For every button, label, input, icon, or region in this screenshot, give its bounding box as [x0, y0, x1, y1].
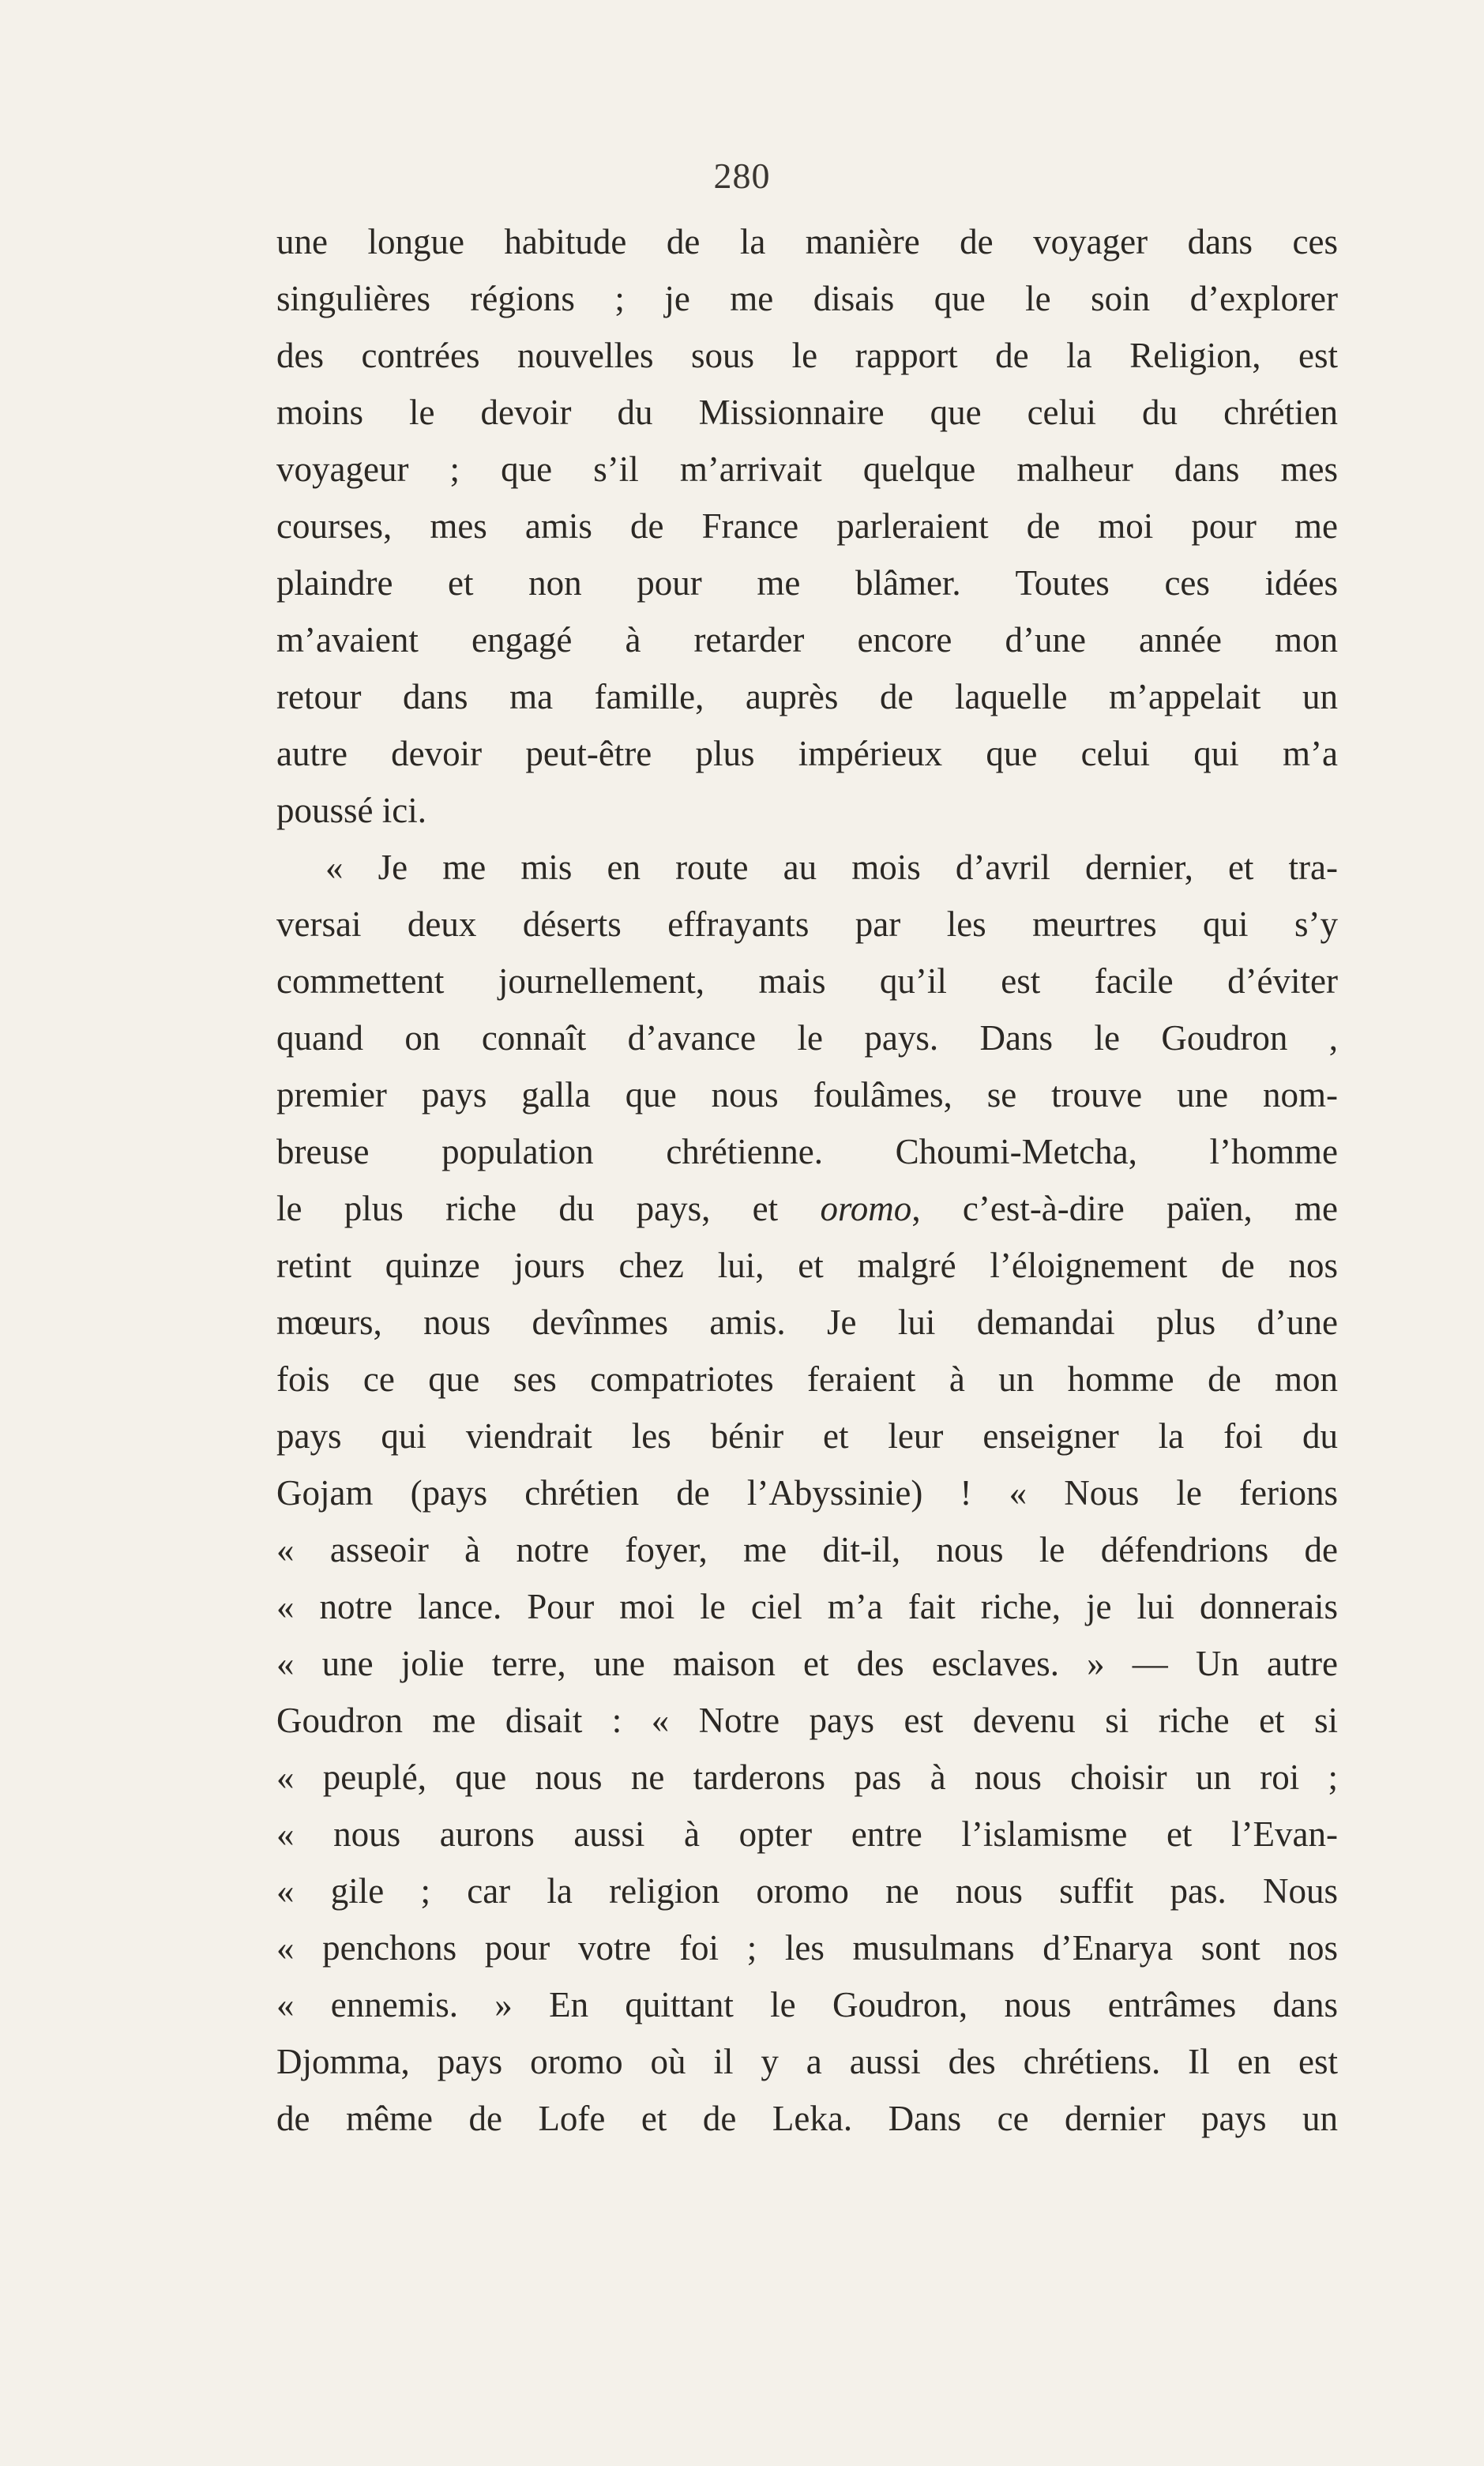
text-line: « nous aurons aussi à opter entre l’islamisme et l’Evan-: [276, 1814, 1338, 1854]
text-line: voyageur ; que s’il m’arrivait quelque malheur dans mes: [276, 449, 1338, 489]
paragraph-start-line: « Je me mis en route au mois d’avril dernier, et tra-: [325, 848, 1338, 887]
page-number: 280: [713, 156, 771, 196]
text-line: « asseoir à notre foyer, me dit-il, nous le défendrions de: [276, 1530, 1338, 1569]
text-line: retour dans ma famille, auprès de laquelle m’appelait un: [276, 677, 1338, 716]
text-line: commettent journellement, mais qu’il est facile d’éviter: [276, 961, 1338, 1001]
text-segment: , c’est-à-dire païen, me: [911, 1189, 1338, 1228]
text-line: autre devoir peut-être plus impérieux que celui qui m’a: [276, 734, 1338, 773]
italic-word: oromo: [820, 1189, 912, 1228]
text-line: poussé ici.: [276, 791, 426, 830]
text-line: versai deux déserts effrayants par les meurtres qui s’y: [276, 904, 1338, 944]
text-line: Gojam (pays chrétien de l’Abyssinie) ! « Nous le ferions: [276, 1473, 1338, 1513]
text-line: breuse population chrétienne. Choumi-Metcha, l’homme: [276, 1132, 1338, 1171]
text-line: de même de Lofe et de Leka. Dans ce dernier pays un: [276, 2099, 1338, 2138]
text-line: courses, mes amis de France parleraient de moi pour me: [276, 506, 1338, 546]
text-line: premier pays galla que nous foulâmes, se trouve une nom-: [276, 1075, 1338, 1115]
text-segment: le plus riche du pays, et: [276, 1189, 779, 1228]
text-line-with-italic: [276, 1180, 1338, 1237]
text-line: « notre lance. Pour moi le ciel m’a fait riche, je lui donnerais: [276, 1587, 1338, 1626]
text-line: m’avaient engagé à retarder encore d’une année mon: [276, 620, 1338, 660]
text-line: retint quinze jours chez lui, et malgré l’éloignement de nos: [276, 1246, 1338, 1285]
text-line: « ennemis. » En quittant le Goudron, nous entrâmes dans: [276, 1985, 1338, 2024]
body-text: [276, 213, 1338, 2147]
text-line: pays qui viendrait les bénir et leur enseigner la foi du: [276, 1416, 1338, 1456]
text-line: moins le devoir du Missionnaire que celui du chrétien: [276, 393, 1338, 432]
text-line: plaindre et non pour me blâmer. Toutes ces idées: [276, 563, 1338, 603]
text-line: « une jolie terre, une maison et des esclaves. » — Un autre: [276, 1644, 1338, 1683]
text-line: quand on connaît d’avance le pays. Dans le Goudron ,: [276, 1018, 1338, 1058]
text-line: « gile ; car la religion oromo ne nous suffit pas. Nous: [276, 1871, 1338, 1911]
text-line: mœurs, nous devînmes amis. Je lui demandai plus d’une: [276, 1303, 1338, 1342]
text-line: fois ce que ses compatriotes feraient à un homme de mon: [276, 1359, 1338, 1399]
text-line: des contrées nouvelles sous le rapport de la Religion, est: [276, 336, 1338, 375]
text-line: « peuplé, que nous ne tarderons pas à nous choisir un roi ;: [276, 1757, 1338, 1797]
text-line: une longue habitude de la manière de voyager dans ces: [276, 222, 1338, 261]
text-line: singulières régions ; je me disais que le soin d’explorer: [276, 279, 1338, 318]
text-line: Djomma, pays oromo où il y a aussi des chrétiens. Il en est: [276, 2042, 1338, 2081]
text-line: « penchons pour votre foi ; les musulmans d’Enarya sont nos: [276, 1928, 1338, 1968]
text-line: Goudron me disait : « Notre pays est devenu si riche et si: [276, 1701, 1338, 1740]
